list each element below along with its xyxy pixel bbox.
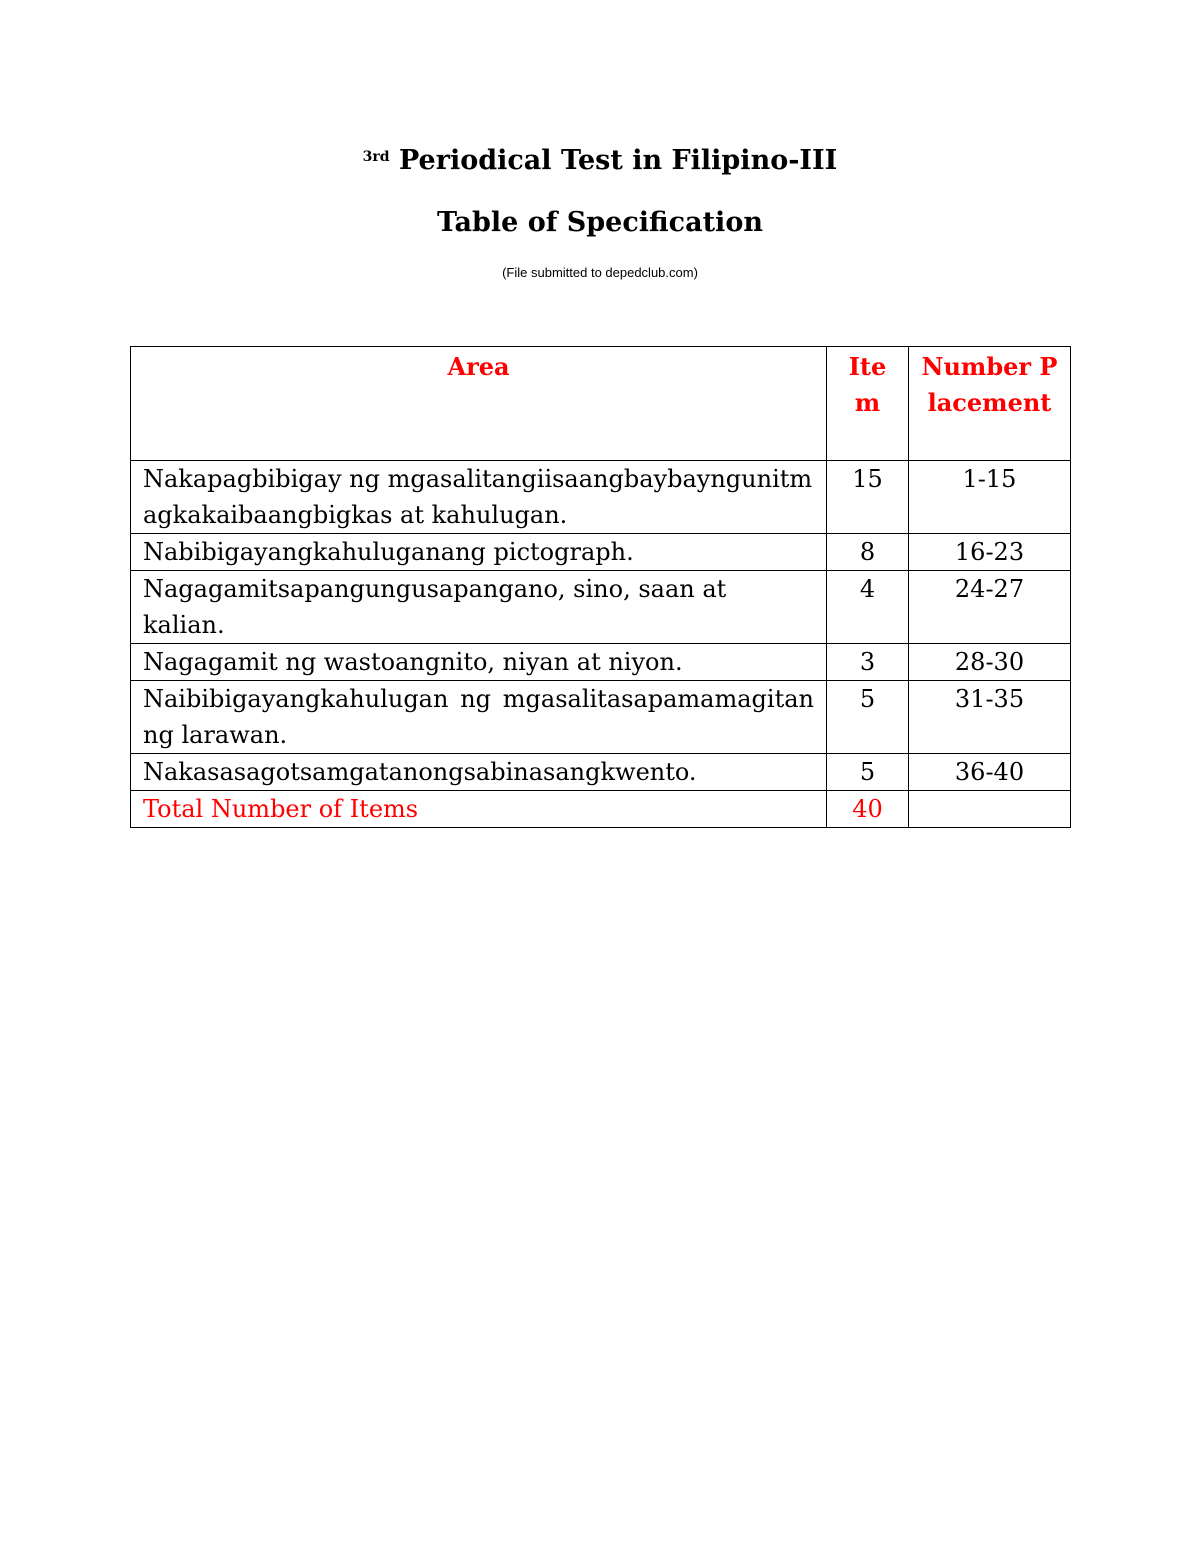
placement-cell: 1-15 (909, 461, 1071, 534)
placement-cell: 16-23 (909, 534, 1071, 571)
table-header-row (131, 347, 1071, 461)
total-items: 40 (827, 791, 909, 828)
placement-cell: 36-40 (909, 754, 1071, 791)
table-row (131, 754, 1071, 791)
document-subtitle: Table of Specification (437, 207, 763, 238)
title-ordinal: 3rd (362, 149, 390, 165)
area-cell: Naibibigayangkahulugan ng mgasalitasapamamagitan ng larawan. (131, 681, 827, 754)
header-number-placement: Number Placement (909, 347, 1071, 461)
item-count-cell: 3 (827, 644, 909, 681)
document-title (0, 144, 1200, 178)
submission-note: (File submitted to depedclub.com) (502, 265, 698, 280)
total-row (131, 791, 1071, 828)
area-cell: Nakapagbibigay ng mgasalitangiisaangbaybayngunitmagkakaibaangbigkas at kahulugan. (131, 461, 827, 534)
area-cell: Nagagamitsapangungusapangano, sino, saan at kalian. (131, 571, 827, 644)
table-row (131, 681, 1071, 754)
placement-cell: 28-30 (909, 644, 1071, 681)
header-area: Area (131, 347, 827, 461)
table-row (131, 461, 1071, 534)
total-placement (909, 791, 1071, 828)
placement-cell: 24-27 (909, 571, 1071, 644)
table-row (131, 534, 1071, 571)
total-label: Total Number of Items (131, 791, 827, 828)
table-row (131, 571, 1071, 644)
title-text: Periodical Test in Filipino-III (398, 145, 838, 176)
specification-table (130, 346, 1071, 828)
item-count-cell: 5 (827, 681, 909, 754)
area-cell: Nabibigayangkahuluganang pictograph. (131, 534, 827, 571)
item-count-cell: 15 (827, 461, 909, 534)
area-cell: Nagagamit ng wastoangnito, niyan at niyon. (131, 644, 827, 681)
area-cell: Nakasasagotsamgatanongsabinasangkwento. (131, 754, 827, 791)
table-row (131, 644, 1071, 681)
item-count-cell: 8 (827, 534, 909, 571)
item-count-cell: 4 (827, 571, 909, 644)
placement-cell: 31-35 (909, 681, 1071, 754)
item-count-cell: 5 (827, 754, 909, 791)
header-item: Item (827, 347, 909, 461)
